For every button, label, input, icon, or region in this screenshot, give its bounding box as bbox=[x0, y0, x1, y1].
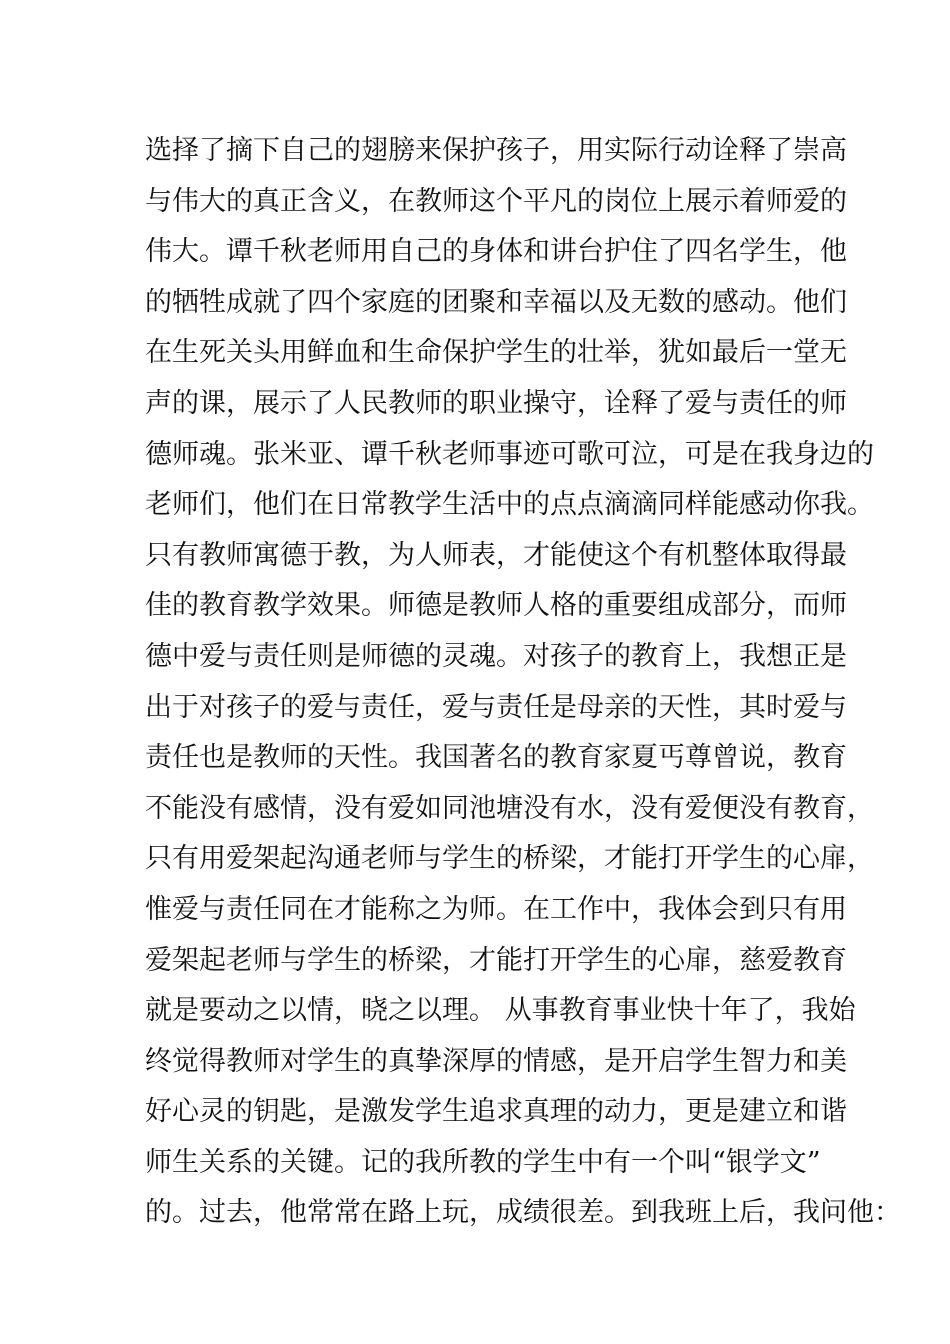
paragraph-text bbox=[145, 126, 901, 1239]
text-line: 惟爱与责任同在才能称之为师。在工作中，我体会到只有用 bbox=[145, 893, 847, 925]
text-line: 伟大。谭千秋老师用自己的身体和讲台护住了四名学生，他 bbox=[145, 236, 847, 268]
text-line: 选择了摘下自己的翅膀来保护孩子，用实际行动诠释了崇高 bbox=[145, 135, 847, 166]
text-line: 的牺牲成就了四个家庭的团聚和幸福以及无数的感动。他们 bbox=[145, 286, 847, 318]
text-line: 在生死关头用鲜血和生命保护学生的壮举，犹如最后一堂无 bbox=[145, 337, 847, 369]
text-line: 佳的教育教学效果。师德是教师人格的重要组成部分，而师 bbox=[145, 590, 847, 622]
text-line: 德师魂。张米亚、谭千秋老师事迹可歌可泣，可是在我身边的 bbox=[145, 438, 874, 470]
text-line: 就是要动之以情，晓之以理。 从事教育事业快十年了，我始 bbox=[145, 995, 856, 1027]
text-line: 责任也是教师的天性。我国著名的教育家夏丐尊曾说，教育 bbox=[145, 742, 847, 774]
text-line: 不能没有感情，没有爱如同池塘没有水，没有爱便没有教育， bbox=[145, 792, 874, 824]
text-line: 终觉得教师对学生的真挚深厚的情感，是开启学生智力和美 bbox=[145, 1045, 847, 1077]
text-line: 声的课，展示了人民教师的职业操守，诠释了爱与责任的师 bbox=[145, 387, 847, 419]
text-line: 好心灵的钥匙，是激发学生追求真理的动力，更是建立和谐 bbox=[145, 1096, 847, 1128]
text-line: 老师们，他们在日常教学生活中的点点滴滴同样能感动你我。 bbox=[145, 489, 874, 521]
text-line: 的。过去，他常常在路上玩，成绩很差。到我班上后，我问他： bbox=[145, 1197, 901, 1229]
text-line: 师生关系的关键。记的我所教的学生中有一个叫“银学文” bbox=[145, 1146, 821, 1178]
text-line: 与伟大的真正含义，在教师这个平凡的岗位上展示着师爱的 bbox=[145, 185, 847, 217]
text-line: 只有用爱架起沟通老师与学生的桥梁，才能打开学生的心扉， bbox=[145, 843, 874, 875]
text-line: 德中爱与责任则是师德的灵魂。对孩子的教育上，我想正是 bbox=[145, 640, 847, 672]
text-line: 爱架起老师与学生的桥梁，才能打开学生的心扉，慈爱教育 bbox=[145, 944, 847, 976]
text-line: 出于对孩子的爱与责任，爱与责任是母亲的天性，其时爱与 bbox=[145, 691, 847, 723]
text-line: 只有教师寓德于教，为人师表，才能使这个有机整体取得最 bbox=[145, 539, 847, 571]
